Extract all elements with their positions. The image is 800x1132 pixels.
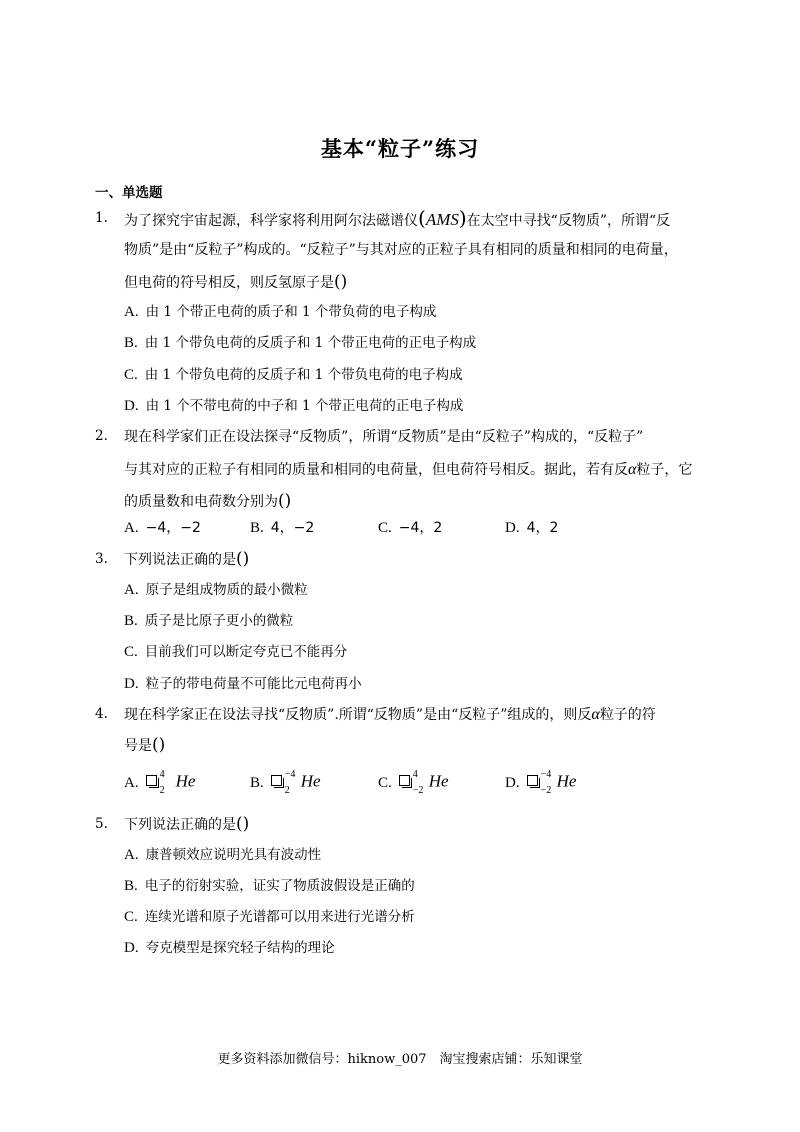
q3-option-a[interactable]: A. 原子是组成物质的最小微粒 bbox=[124, 582, 308, 598]
q4-number: 4. bbox=[95, 706, 108, 722]
q1-option-c[interactable]: C. 由 1 个带负电荷的反质子和 1 个带负电荷的电子构成 bbox=[124, 367, 463, 383]
q3-option-b[interactable]: B. 质子是比原子更小的微粒 bbox=[124, 613, 294, 629]
q2-option-b[interactable]: B. 4，−2 bbox=[250, 520, 315, 536]
q3-line-1: 下列说法正确的是() bbox=[124, 549, 250, 569]
section-heading: 一、单选题 bbox=[95, 185, 163, 201]
q4-line-1: 现在科学家正在设法寻找“反物质”.所谓“反物质”是由“反粒子”组成的，则反α粒子的符 bbox=[124, 706, 656, 723]
q3-number: 3. bbox=[95, 551, 108, 567]
q1-number: 1. bbox=[95, 210, 108, 226]
q3-option-d[interactable]: D. 粒子的带电荷量不可能比元电荷再小 bbox=[124, 676, 362, 692]
page-title: 基本“粒子”练习 bbox=[320, 136, 480, 161]
q2-line-3: 的质量数和电荷数分别为() bbox=[124, 491, 292, 511]
q5-line-1: 下列说法正确的是() bbox=[124, 814, 250, 834]
q4-option-d[interactable]: D. −4 −2 He bbox=[505, 769, 577, 796]
q1-line-3: 但电荷的符号相反，则反氢原子是() bbox=[124, 272, 348, 292]
q2-option-a[interactable]: A. −4，−2 bbox=[124, 520, 201, 536]
placeholder-box-icon bbox=[527, 775, 538, 786]
q1-option-b[interactable]: B. 由 1 个带负电荷的反质子和 1 个带正电荷的正电子构成 bbox=[124, 335, 477, 351]
placeholder-box-icon bbox=[271, 775, 282, 786]
q4-line-2: 号是() bbox=[124, 735, 166, 755]
q2-option-d[interactable]: D. 4，2 bbox=[505, 520, 559, 536]
q2-option-c[interactable]: C. −4，2 bbox=[378, 520, 443, 536]
q2-line-1: 现在科学家们正在设法探寻“反物质”，所谓“反物质”是由“反粒子”构成的，“反粒子” bbox=[124, 429, 644, 445]
q4-option-a[interactable]: A. 4 2 He bbox=[124, 769, 196, 796]
q4-option-b[interactable]: B. −4 2 He bbox=[250, 769, 321, 796]
q4-option-c[interactable]: C. 4 −2 He bbox=[378, 769, 449, 796]
q1-option-d[interactable]: D. 由 1 个不带电荷的中子和 1 个带正电荷的正电子构成 bbox=[124, 398, 464, 414]
footer-note: 更多资料添加微信号：hiknow_007 淘宝搜索店铺：乐知课堂 bbox=[217, 1052, 583, 1067]
q2-number: 2. bbox=[95, 428, 108, 444]
placeholder-box-icon bbox=[146, 775, 157, 786]
q3-option-c[interactable]: C. 目前我们可以断定夸克已不能再分 bbox=[124, 644, 348, 660]
q2-line-2: 与其对应的正粒子有相同的质量和相同的电荷量，但电荷符号相反。据此，若有反α粒子，它 bbox=[124, 461, 693, 478]
placeholder-box-icon bbox=[399, 775, 410, 786]
q5-option-b[interactable]: B. 电子的衍射实验，证实了物质波假设是正确的 bbox=[124, 878, 415, 894]
q5-option-a[interactable]: A. 康普顿效应说明光具有波动性 bbox=[124, 847, 322, 863]
q5-option-d[interactable]: D. 夸克模型是探究轻子结构的理论 bbox=[124, 940, 335, 956]
q5-option-c[interactable]: C. 连续光谱和原子光谱都可以用来进行光谱分析 bbox=[124, 909, 415, 925]
q1-line-2: 物质”是由“反粒子”构成的。“反粒子”与其对应的正粒子具有相同的质量和相同的电荷量， bbox=[124, 242, 678, 258]
q1-option-a[interactable]: A. 由 1 个带正电荷的质子和 1 个带负荷的电子构成 bbox=[124, 304, 437, 320]
q5-number: 5. bbox=[95, 816, 108, 832]
q1-line-1: 为了探究宇宙起源，科学家将利用阿尔法磁谱仪(AMS)在太空中寻找“反物质”，所谓“反 bbox=[124, 206, 671, 230]
